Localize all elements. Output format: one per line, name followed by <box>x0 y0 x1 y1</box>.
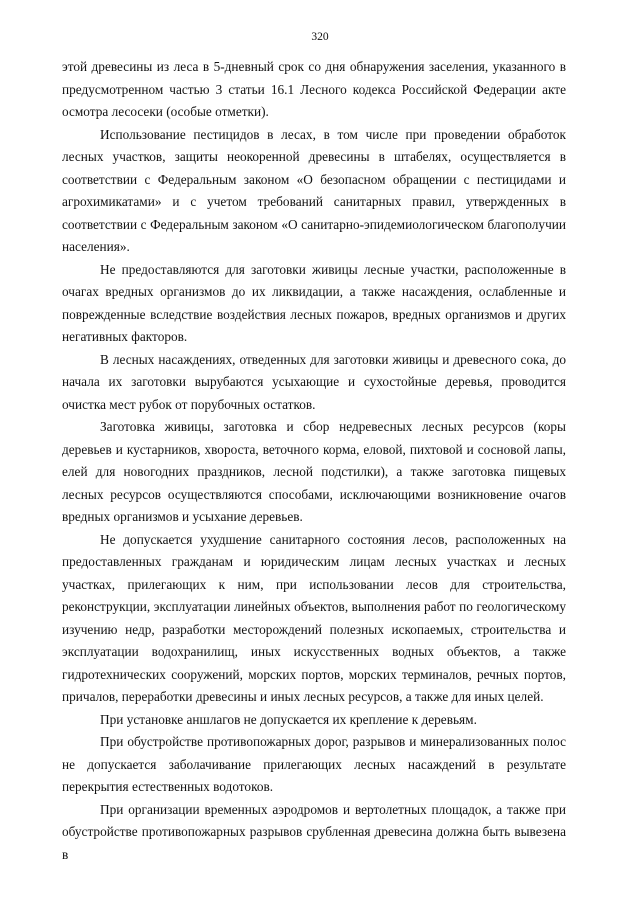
paragraph-resin-sap-stands: В лесных насаждениях, отведенных для заготовки живицы и древесного сока, до начала их заготовки вырубаются усыхающие и сухостойные деревья, проводится очистка мест рубок от порубочных остатков. <box>62 351 566 412</box>
paragraph-airfields: При организации временных аэродромов и вертолетных площадок, а также при обустройстве противопожарных разрывов срубленная древесина должна быть вывезена в <box>62 801 566 862</box>
paragraph-resin-plots: Не предоставляются для заготовки живицы лесные участки, расположенные в очагах вредных организмов до их ликвидации, а также насаждения, ослабленные и поврежденные вследствие воздействия лесных пожаров, вредных организмов и других негативных факторов. <box>62 261 566 344</box>
paragraph-non-timber-resources: Заготовка живицы, заготовка и сбор недревесных лесных ресурсов (коры деревьев и кустарников, хвороста, веточного корма, еловой, пихтовой и сосновой лапы, елей для новогодних праздников, лесной подстилки), а также заготовка пищевых лесных ресурсов осуществляются способами, исключающими возникновение очагов вредных организмов и усыхание деревьев. <box>62 419 566 524</box>
paragraph-fire-roads: При обустройстве противопожарных дорог, разрывов и минерализованных полос не допускается заболачивание прилегающих лесных насаждений в результате перекрытия естественных водотоков. <box>62 734 566 794</box>
paragraph-pesticides: Использование пестицидов в лесах, в том числе при проведении обработок лесных участков, защиты неокоренной древесины в штабелях, осуществляется в соответствии с Федеральным законом «О безопасном обращении с пестицидами и агрохимикатами» и с учетом требований санитарных правил, утвержденных в соответствии с Федеральным законом «О санитарно-эпидемиологическом благополучии населения». <box>62 126 566 254</box>
page-number: 320 <box>311 31 329 43</box>
document-body <box>62 56 566 866</box>
paragraph-sanitary-condition: Не допускается ухудшение санитарного состояния лесов, расположенных на предоставленных гражданам и юридическим лицам лесных участках и лесных участках, прилегающих к ним, при использовании лесов для строительства, реконструкции, эксплуатации линейных объектов, выполнения работ по геологическому изучению недр, разработки месторождений полезных ископаемых, строительства и эксплуатации водохранилищ, иных искусственных водных объектов, а также гидротехнических сооружений, морских портов, морских терминалов, речных портов, причалов, переработки древесины и иных лесных ресурсов, а также для иных целей. <box>62 531 566 704</box>
paragraph-continued: этой древесины из леса в 5-дневный срок со дня обнаружения заселения, указанного в предусмотренном частью 3 статьи 16.1 Лесного кодекса Российской Федерации акте осмотра лесосеки (особые отметки). <box>62 59 566 119</box>
paragraph-signs: При установке аншлагов не допускается их крепление к деревьям. <box>100 711 477 727</box>
